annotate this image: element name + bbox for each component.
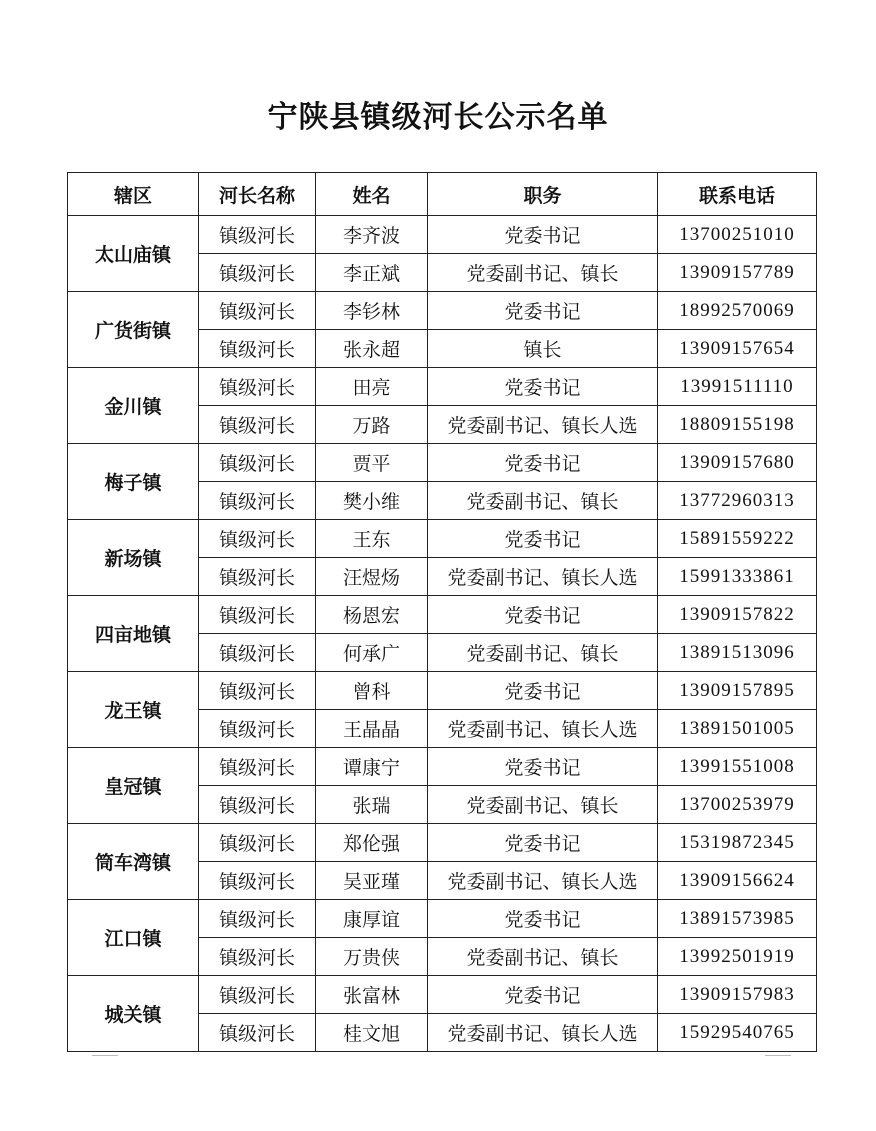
phone-cell: 13700253979 [658, 786, 817, 824]
position-cell: 党委书记 [428, 900, 658, 938]
position-cell: 党委书记 [428, 216, 658, 254]
name-cell: 杨恩宏 [316, 596, 428, 634]
name-cell: 桂文旭 [316, 1014, 428, 1052]
chief-title-cell: 镇级河长 [199, 482, 316, 520]
name-cell: 何承广 [316, 634, 428, 672]
position-cell: 党委副书记、镇长人选 [428, 558, 658, 596]
district-cell: 广货街镇 [68, 292, 199, 368]
district-cell: 梅子镇 [68, 444, 199, 520]
position-cell: 党委副书记、镇长 [428, 482, 658, 520]
chief-title-cell: 镇级河长 [199, 862, 316, 900]
phone-cell: 18809155198 [658, 406, 817, 444]
chief-title-cell: 镇级河长 [199, 216, 316, 254]
phone-cell: 13909157654 [658, 330, 817, 368]
position-cell: 党委副书记、镇长人选 [428, 862, 658, 900]
table-header-row [68, 173, 817, 216]
name-cell: 王晶晶 [316, 710, 428, 748]
name-cell: 王东 [316, 520, 428, 558]
position-cell: 党委书记 [428, 520, 658, 558]
table-row [68, 824, 817, 862]
table-row [68, 596, 817, 634]
district-cell: 江口镇 [68, 900, 199, 976]
phone-cell: 15319872345 [658, 824, 817, 862]
phone-cell: 13909156624 [658, 862, 817, 900]
name-cell: 田亮 [316, 368, 428, 406]
district-cell: 金川镇 [68, 368, 199, 444]
position-cell: 党委副书记、镇长 [428, 254, 658, 292]
chief-title-cell: 镇级河长 [199, 938, 316, 976]
phone-cell: 18992570069 [658, 292, 817, 330]
district-cell: 新场镇 [68, 520, 199, 596]
phone-cell: 13909157983 [658, 976, 817, 1014]
position-cell: 党委书记 [428, 748, 658, 786]
district-cell: 皇冠镇 [68, 748, 199, 824]
name-cell: 李钐林 [316, 292, 428, 330]
phone-cell: 15929540765 [658, 1014, 817, 1052]
position-cell: 党委副书记、镇长人选 [428, 406, 658, 444]
chief-title-cell: 镇级河长 [199, 634, 316, 672]
header-phone: 联系电话 [658, 173, 817, 216]
chief-title-cell: 镇级河长 [199, 254, 316, 292]
chief-title-cell: 镇级河长 [199, 1014, 316, 1052]
phone-cell: 15891559222 [658, 520, 817, 558]
header-name: 姓名 [316, 173, 428, 216]
name-cell: 樊小维 [316, 482, 428, 520]
chief-title-cell: 镇级河长 [199, 672, 316, 710]
district-cell: 筒车湾镇 [68, 824, 199, 900]
table-row [68, 900, 817, 938]
table-row [68, 976, 817, 1014]
name-cell: 万贵侠 [316, 938, 428, 976]
chief-title-cell: 镇级河长 [199, 292, 316, 330]
table-row [68, 520, 817, 558]
table-row [68, 292, 817, 330]
name-cell: 曾科 [316, 672, 428, 710]
chief-title-cell: 镇级河长 [199, 520, 316, 558]
header-district: 辖区 [68, 173, 199, 216]
phone-cell: 13909157822 [658, 596, 817, 634]
table-body [68, 216, 817, 1052]
table-row [68, 444, 817, 482]
phone-cell: 13991511110 [658, 368, 817, 406]
name-cell: 郑伦强 [316, 824, 428, 862]
position-cell: 党委副书记、镇长人选 [428, 710, 658, 748]
district-cell: 太山庙镇 [68, 216, 199, 292]
name-cell: 贾平 [316, 444, 428, 482]
position-cell: 党委书记 [428, 368, 658, 406]
name-cell: 李正斌 [316, 254, 428, 292]
position-cell: 党委书记 [428, 444, 658, 482]
name-cell: 张永超 [316, 330, 428, 368]
position-cell: 镇长 [428, 330, 658, 368]
name-cell: 万路 [316, 406, 428, 444]
name-cell: 谭康宁 [316, 748, 428, 786]
district-cell: 四亩地镇 [68, 596, 199, 672]
position-cell: 党委书记 [428, 292, 658, 330]
page-corner-mark [92, 1055, 118, 1056]
chief-title-cell: 镇级河长 [199, 900, 316, 938]
phone-cell: 13891573985 [658, 900, 817, 938]
position-cell: 党委书记 [428, 824, 658, 862]
chief-title-cell: 镇级河长 [199, 786, 316, 824]
phone-cell: 13909157789 [658, 254, 817, 292]
phone-cell: 13909157680 [658, 444, 817, 482]
position-cell: 党委书记 [428, 672, 658, 710]
page-corner-mark [765, 1055, 791, 1056]
chief-title-cell: 镇级河长 [199, 748, 316, 786]
name-cell: 张富林 [316, 976, 428, 1014]
name-cell: 汪煜炀 [316, 558, 428, 596]
table-row [68, 368, 817, 406]
phone-cell: 13891501005 [658, 710, 817, 748]
chief-title-cell: 镇级河长 [199, 368, 316, 406]
chief-title-cell: 镇级河长 [199, 444, 316, 482]
river-chief-table [67, 172, 817, 1052]
name-cell: 李齐波 [316, 216, 428, 254]
chief-title-cell: 镇级河长 [199, 596, 316, 634]
district-cell: 龙王镇 [68, 672, 199, 748]
name-cell: 吴亚瑾 [316, 862, 428, 900]
page-title: 宁陕县镇级河长公示名单 [267, 100, 609, 135]
phone-cell: 13992501919 [658, 938, 817, 976]
position-cell: 党委书记 [428, 596, 658, 634]
header-position: 职务 [428, 173, 658, 216]
position-cell: 党委副书记、镇长 [428, 938, 658, 976]
chief-title-cell: 镇级河长 [199, 330, 316, 368]
name-cell: 康厚谊 [316, 900, 428, 938]
table-row [68, 672, 817, 710]
phone-cell: 15991333861 [658, 558, 817, 596]
phone-cell: 13909157895 [658, 672, 817, 710]
position-cell: 党委副书记、镇长 [428, 634, 658, 672]
phone-cell: 13700251010 [658, 216, 817, 254]
table-row [68, 748, 817, 786]
chief-title-cell: 镇级河长 [199, 406, 316, 444]
name-cell: 张瑞 [316, 786, 428, 824]
chief-title-cell: 镇级河长 [199, 976, 316, 1014]
chief-title-cell: 镇级河长 [199, 710, 316, 748]
position-cell: 党委副书记、镇长 [428, 786, 658, 824]
table-row [68, 216, 817, 254]
chief-title-cell: 镇级河长 [199, 824, 316, 862]
phone-cell: 13991551008 [658, 748, 817, 786]
position-cell: 党委书记 [428, 976, 658, 1014]
chief-title-cell: 镇级河长 [199, 558, 316, 596]
position-cell: 党委副书记、镇长人选 [428, 1014, 658, 1052]
phone-cell: 13891513096 [658, 634, 817, 672]
header-chief-title: 河长名称 [199, 173, 316, 216]
district-cell: 城关镇 [68, 976, 199, 1052]
phone-cell: 13772960313 [658, 482, 817, 520]
